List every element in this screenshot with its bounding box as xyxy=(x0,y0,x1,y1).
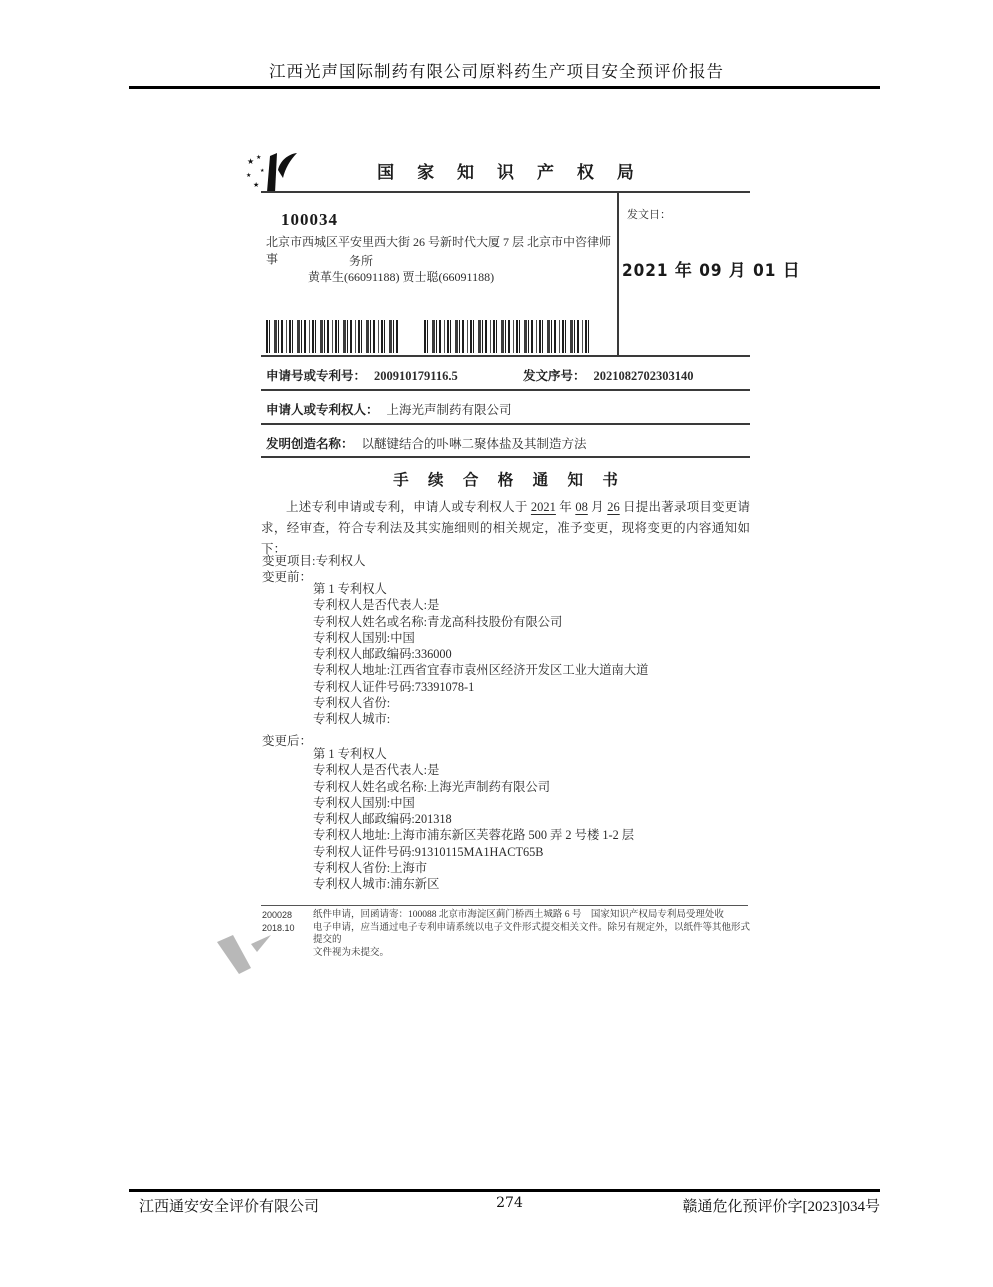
detail-line: 专利权人姓名或名称:青龙高科技股份有限公司 xyxy=(313,614,563,629)
svg-text:★: ★ xyxy=(247,157,255,166)
divider xyxy=(261,423,750,425)
barcode-icon xyxy=(424,320,592,353)
agency-title: 国 家 知 识 产 权 局 xyxy=(377,163,644,182)
detail-line: 专利权人姓名或名称:上海光声制药有限公司 xyxy=(313,779,551,794)
barcode-icon xyxy=(266,320,400,353)
applicant-label: 申请人或专利权人： xyxy=(266,403,379,417)
recipient-names: 黄革生(66091188) 贾士聪(66091188) xyxy=(308,270,495,284)
divider xyxy=(261,905,748,906)
notice-title: 手 续 合 格 通 知 书 xyxy=(393,472,626,489)
body-text: 上述专利申请或专利，申请人或专利权人于 xyxy=(286,500,531,514)
issue-date-value: 2021 年 09 月 01 日 xyxy=(622,261,801,281)
footer-page-number: 274 xyxy=(496,1195,523,1211)
serial-number-field xyxy=(523,366,694,384)
footer-doc-number: 赣通危化预评价字[2023]034号 xyxy=(682,1199,881,1215)
svg-text:★: ★ xyxy=(260,169,265,174)
detail-line: 专利权人城市: xyxy=(313,712,391,727)
divider xyxy=(261,389,750,391)
detail-line: 专利权人地址:江西省宜春市袁州区经济开发区工业大道南大道 xyxy=(313,663,649,678)
svg-text:★: ★ xyxy=(256,155,262,161)
application-number-field xyxy=(266,366,458,384)
body-text: 月 xyxy=(587,500,608,514)
detail-line: 专利权人城市:浦东新区 xyxy=(313,877,440,892)
application-number-value: 200910179116.5 xyxy=(374,369,458,383)
detail-line: 专利权人省份:上海市 xyxy=(313,861,428,876)
serial-number-label: 发文序号： xyxy=(523,369,586,383)
note-line: 纸件申请，回函请寄：100088 北京市海淀区蓟门桥西土城路 6 号 国家知识产权局专利局受理处收 xyxy=(313,910,724,920)
form-date: 2018.10 xyxy=(262,922,295,933)
note-line: 文件视为未提交。 xyxy=(313,947,390,958)
recipient-postal-code: 100034 xyxy=(281,210,338,229)
detail-line: 专利权人证件号码:73391078-1 xyxy=(313,679,475,694)
change-before-block xyxy=(313,581,648,728)
footer-company: 江西通安安全评价有限公司 xyxy=(139,1199,320,1215)
issue-date-label: 发文日： xyxy=(627,209,671,221)
invention-name-value: 以醚键结合的卟啉二聚体盐及其制造方法 xyxy=(361,437,587,451)
svg-text:★: ★ xyxy=(246,173,252,179)
divider xyxy=(261,355,750,357)
divider xyxy=(617,191,619,356)
detail-line: 第 1 专利权人 xyxy=(313,582,387,596)
footer-rule xyxy=(129,1189,880,1192)
detail-line: 第 1 专利权人 xyxy=(313,747,387,761)
detail-line: 专利权人邮政编码:336000 xyxy=(313,647,452,662)
applicant-value: 上海光声制药有限公司 xyxy=(386,403,512,417)
mailing-notes xyxy=(313,909,750,959)
detail-line: 专利权人是否代表人:是 xyxy=(313,598,440,613)
detail-line: 专利权人证件号码:91310115MA1HACT65B xyxy=(313,844,544,859)
application-number-label: 申请号或专利号： xyxy=(266,369,367,383)
detail-line: 专利权人省份: xyxy=(313,696,391,711)
detail-line: 专利权人国别:中国 xyxy=(313,630,415,645)
recipient-address-line1: 北京市西城区平安里西大街 26 号新时代大厦 7 层 北京市中咨律师事 xyxy=(266,235,612,266)
detail-line: 专利权人邮政编码:201318 xyxy=(313,812,452,827)
report-header-title: 江西光声国际制药有限公司原料药生产项目安全预评价报告 xyxy=(269,62,724,81)
change-day: 26 xyxy=(607,500,620,514)
change-item-line: 变更项目:专利权人 xyxy=(262,554,366,568)
detail-line: 专利权人是否代表人:是 xyxy=(313,763,440,778)
invention-name-label: 发明创造名称： xyxy=(266,437,354,451)
body-text: 日提出著录项目变更请求，经审查，符合专利法及其实施细则的相关规定，准予变更，现将变更的内容通知如下： xyxy=(261,500,750,556)
recipient-address-line2: 务所 xyxy=(348,254,373,268)
divider xyxy=(261,191,750,193)
form-code: 200028 xyxy=(262,910,293,920)
header-rule xyxy=(129,86,880,89)
serial-number-value: 2021082702303140 xyxy=(593,369,694,383)
gray-check-watermark-icon xyxy=(213,930,273,980)
detail-line: 专利权人国别:中国 xyxy=(313,795,415,810)
change-month: 08 xyxy=(575,500,588,514)
applicant-field xyxy=(266,400,512,418)
report-footer xyxy=(129,1195,880,1216)
invention-name-field xyxy=(266,434,587,452)
change-before-label: 变更前： xyxy=(262,570,313,584)
change-after-block xyxy=(313,746,634,893)
note-line: 电子申请，应当通过电子专利申请系统以电子文件形式提交相关文件。除另有规定外，以纸件等其他形式提交的 xyxy=(313,922,751,945)
svg-text:★: ★ xyxy=(253,181,260,189)
body-text: 年 xyxy=(555,500,576,514)
change-after-label: 变更后： xyxy=(262,734,313,748)
change-year: 2021 xyxy=(530,500,556,514)
divider xyxy=(261,456,750,458)
detail-line: 专利权人地址:上海市浦东新区芙蓉花路 500 弄 2 号楼 1-2 层 xyxy=(313,828,635,843)
